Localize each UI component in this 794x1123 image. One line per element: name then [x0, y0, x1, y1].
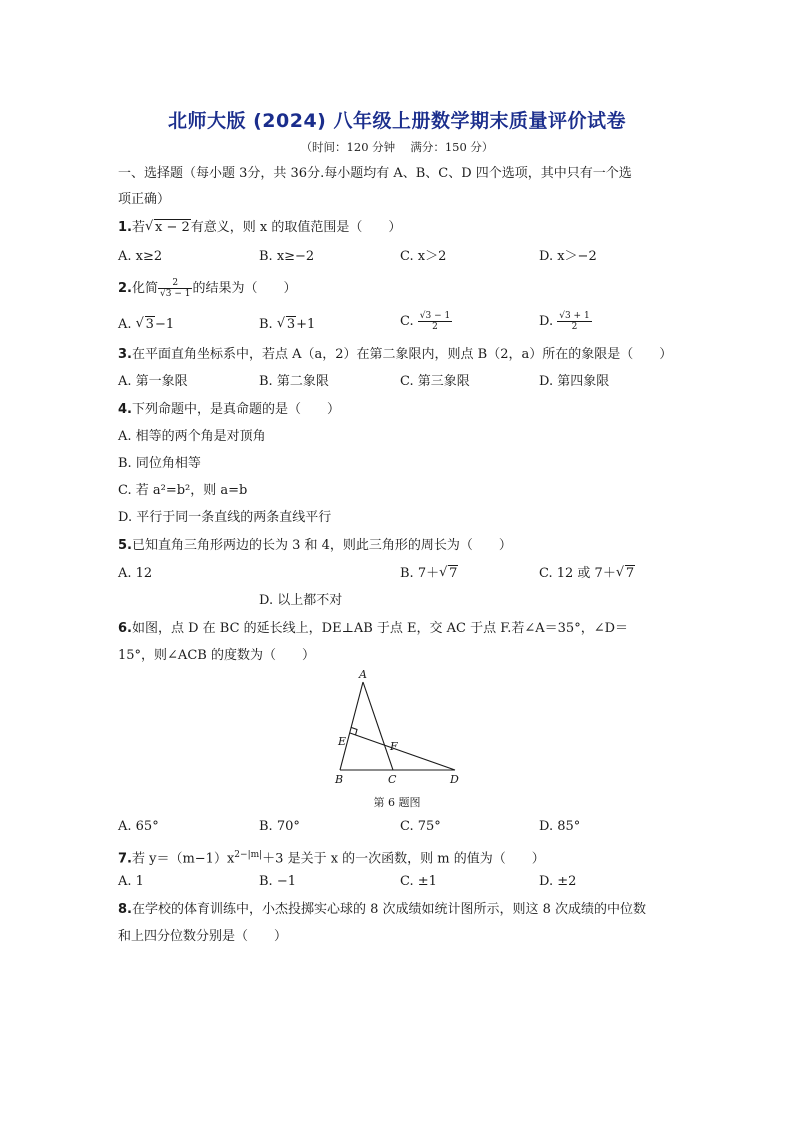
- question-number: 7.: [118, 851, 132, 867]
- option-c: C. ±1: [400, 874, 437, 889]
- question-number: 5.: [118, 538, 132, 553]
- option-d: D. 85°: [539, 819, 581, 834]
- question-stem: 已知直角三角形两边的长为 3 和 4，则此三角形的周长为（ ）: [131, 538, 512, 553]
- label-d: D: [450, 773, 459, 786]
- question-5: [118, 537, 512, 555]
- question-stem: 如图，点 D 在 BC 的延长线上，DE⊥AB 于点 E，交 AC 于点 F.若∠A＝35°，∠D＝: [131, 621, 629, 636]
- label-a: A: [359, 668, 367, 681]
- option-a: A. 1: [118, 874, 144, 889]
- segment-ab: [340, 682, 363, 770]
- question-3: [118, 346, 672, 364]
- option-d: D. ±2: [539, 874, 577, 889]
- option-c: C. 第三象限: [400, 374, 470, 389]
- option-b: B. −1: [259, 874, 296, 889]
- question-stem: 化简: [131, 281, 158, 296]
- option-d: D. 以上都不对: [259, 593, 343, 608]
- option-b: B. 同位角相等: [118, 456, 201, 471]
- question-7: [118, 846, 545, 868]
- question-stem: 在学校的体育训练中，小杰投掷实心球的 8 次成绩如统计图所示，则这 8 次成绩的中位数: [131, 902, 647, 917]
- question-stem: ＋3 是关于 x 的一次函数，则 m 的值为（ ）: [262, 851, 545, 867]
- question-number: 6.: [118, 621, 132, 636]
- option-c: C. 12 或 7＋√ 7: [539, 565, 635, 583]
- question-number: 4.: [118, 402, 132, 417]
- option-a: A. 12: [118, 566, 153, 581]
- question-6-cont: 15°，则∠ACB 的度数为（ ）: [118, 648, 315, 663]
- triangle-figure: [330, 668, 470, 790]
- option-d: D. 第四象限: [539, 374, 610, 389]
- exponent: 2−|m|: [234, 850, 263, 860]
- question-stem: 的结果为（ ）: [192, 281, 297, 296]
- segment-ed: [350, 733, 455, 770]
- option-c: C. x＞2: [400, 249, 447, 264]
- question-6: [118, 620, 628, 638]
- option-b: B. 7＋√ 7: [400, 565, 458, 583]
- question-stem: 若 y＝（m−1）x: [131, 851, 235, 867]
- option-a: A. x≥2: [118, 249, 163, 264]
- question-stem: 在平面直角坐标系中，若点 A（a，2）在第二象限内，则点 B（2，a）所在的象限是（ ）: [131, 347, 673, 362]
- option-b: B. x≥−2: [259, 249, 315, 264]
- sqrt-expression: √ x − 2: [145, 219, 191, 237]
- question-stem: 若: [131, 220, 145, 235]
- option-a: A. 相等的两个角是对顶角: [118, 429, 266, 444]
- question-number: 1.: [118, 220, 132, 235]
- option-b: B. √ 3+1: [259, 316, 315, 334]
- option-c: C. 若 a²=b²，则 a=b: [118, 483, 248, 498]
- option-a: A. √ 3−1: [118, 316, 174, 334]
- question-number: 3.: [118, 347, 132, 362]
- question-stem: 有意义，则 x 的取值范围是（ ）: [190, 220, 402, 235]
- label-f: F: [390, 740, 398, 753]
- question-4: [118, 401, 340, 419]
- exam-title: 北师大版 (2024) 八年级上册数学期末质量评价试卷: [168, 110, 626, 132]
- section-heading-cont: 项正确）: [118, 192, 171, 207]
- figure-caption: 第 6 题图: [373, 796, 421, 809]
- option-c: C. $\frac{√3 - 1}{2}$: [400, 311, 451, 332]
- question-8: [118, 901, 646, 919]
- question-stem: 下列命题中，是真命题的是（ ）: [131, 402, 340, 417]
- label-e: E: [338, 735, 347, 748]
- section-heading: 一、选择题（每小题 3分，共 36分.每小题均有 A、B、C、D 四个选项，其中只有一个选: [118, 166, 632, 181]
- exam-subtitle: （时间：120 分钟 满分：150 分）: [300, 140, 494, 154]
- question-1: [118, 219, 401, 237]
- question-8-cont: 和上四分位数分别是（ ）: [118, 929, 288, 944]
- option-b: B. 70°: [259, 819, 300, 834]
- option-a: A. 第一象限: [118, 374, 188, 389]
- fraction: $\frac{2}{√3 - 1}$: [160, 278, 191, 299]
- option-d: D. $\frac{√3 + 1}{2}$: [539, 311, 590, 332]
- option-d: D. 平行于同一条直线的两条直线平行: [118, 510, 332, 525]
- option-c: C. 75°: [400, 819, 441, 834]
- label-b: B: [335, 773, 344, 786]
- option-b: B. 第二象限: [259, 374, 329, 389]
- option-d: D. x＞−2: [539, 249, 597, 264]
- option-a: A. 65°: [118, 819, 159, 834]
- question-2: [118, 278, 296, 299]
- label-c: C: [388, 773, 397, 786]
- question-number: 2.: [118, 281, 132, 296]
- segment-ac: [363, 682, 393, 770]
- question-number: 8.: [118, 902, 132, 917]
